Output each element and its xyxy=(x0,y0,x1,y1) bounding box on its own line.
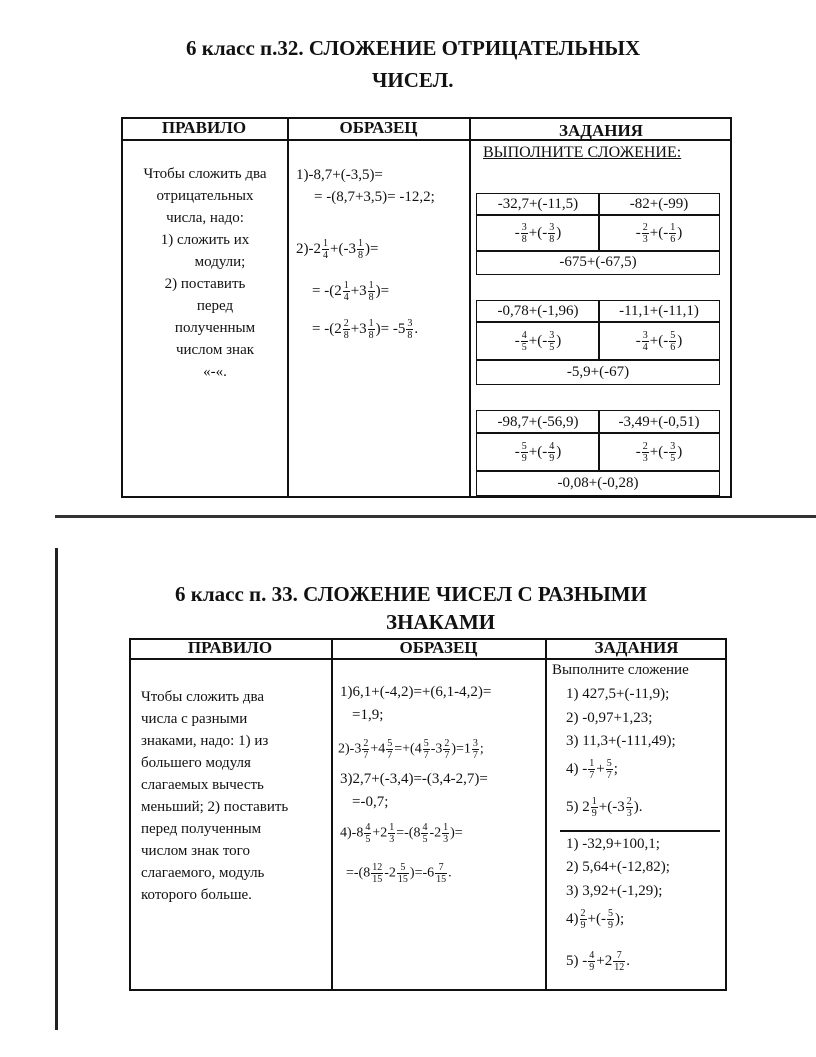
task-cell: -11,1+(-11,1) xyxy=(598,300,720,323)
table2-header-sample: ОБРАЗЕЦ xyxy=(399,638,478,657)
sample2-line6: 4)-8 $\frac{4}{5}$ +2 $\frac{1}{3}$ =-(8 $\frac{4}{5}$ -2 $\frac{1}{3}$ )= xyxy=(340,822,463,845)
rule-line: числа, надо: xyxy=(166,210,244,226)
task-cell: - $\frac{5}{9}$ +(- $\frac{4}{9}$ ) xyxy=(476,432,600,472)
page-separator xyxy=(55,515,816,518)
task-cell: -0,08+(-0,28) xyxy=(476,470,720,496)
rule-line: полученным xyxy=(174,320,256,336)
task-cell: -0,78+(-1,96) xyxy=(476,300,600,323)
rule-line: 1) сложить их xyxy=(160,232,250,248)
rule-line: Чтобы сложить два xyxy=(141,689,265,705)
section1-title-line1: 6 класс п.32. СЛОЖЕНИЕ ОТРИЦАТЕЛЬНЫХ xyxy=(186,36,641,60)
tasks2-item: 1) -32,9+100,1; xyxy=(566,836,660,852)
page-edge xyxy=(55,548,58,1030)
sample2-line1: 1)6,1+(-4,2)=+(6,1-4,2)= xyxy=(340,684,492,700)
task-cell: -82+(-99) xyxy=(598,193,720,216)
rule-line: «-«. xyxy=(203,364,227,380)
table1-header-rule: ПРАВИЛО xyxy=(161,118,247,137)
table2-rule-text xyxy=(141,686,331,906)
sample2-line3: 2)-3 $\frac{2}{7}$ +4 $\frac{5}{7}$ =+(4 $\frac{5}{7}$ -3 $\frac{2}{7}$ )=1 $\frac{3}{7}$ ; xyxy=(338,738,484,761)
rule-line: отрицательных xyxy=(156,188,254,204)
rule-line: числом знак того xyxy=(141,843,250,859)
rule-line: знаками, надо: 1) из xyxy=(141,733,269,749)
tasks2-item: 2) 5,64+(-12,82); xyxy=(566,859,670,875)
table1-header-tasks: ЗАДАНИЯ xyxy=(559,121,643,140)
table1-rule-text xyxy=(122,163,288,383)
section1-title-line2: ЧИСЕЛ. xyxy=(372,68,454,92)
rule-line: перед xyxy=(196,298,234,314)
task-cell: - $\frac{3}{4}$ +(- $\frac{5}{6}$ ) xyxy=(598,321,720,361)
tasks2-divider xyxy=(560,830,720,832)
rule-line: меньший; 2) поставить xyxy=(141,799,289,815)
sample1-line3: 2)-2 $\frac{1}{4}$ +(-3 $\frac{1}{8}$ )= xyxy=(296,238,379,261)
tasks2-item: 2) -0,97+1,23; xyxy=(566,710,653,726)
sample1-line5: = -(2 $\frac{2}{8}$ +3 $\frac{1}{8}$ )= -5 $\frac{3}{8}$ . xyxy=(312,318,419,341)
rule-line: слагаемого, модуль xyxy=(141,865,265,881)
task-cell: -32,7+(-11,5) xyxy=(476,193,600,216)
tasks2-item: 5) - $\frac{4}{9}$ +2 $\frac{7}{12}$ . xyxy=(566,950,630,973)
rule-line: 2) поставить xyxy=(164,276,246,292)
table2-header-rule: ПРАВИЛО xyxy=(187,638,273,657)
task-cell: -5,9+(-67) xyxy=(476,359,720,385)
rule-line: модули; xyxy=(194,254,246,270)
tasks2-item: 4) - $\frac{1}{7}$ + $\frac{5}{7}$ ; xyxy=(566,758,618,781)
rule-line: перед полученным xyxy=(141,821,262,837)
rule-line: числом знак xyxy=(175,342,255,358)
section2-title-line2: ЗНАКАМИ xyxy=(386,610,496,634)
tasks2-item: 5) 2 $\frac{1}{9}$ +(-3 $\frac{2}{3}$ ). xyxy=(566,796,643,819)
rule-line: слагаемых вычесть xyxy=(141,777,264,793)
table2-header-tasks: ЗАДАНИЯ xyxy=(594,638,679,657)
task-cell: - $\frac{2}{3}$ +(- $\frac{3}{5}$ ) xyxy=(598,432,720,472)
rule-line: которого больше. xyxy=(141,887,252,903)
section2-title-line1: 6 класс п. 33. СЛОЖЕНИЕ ЧИСЕЛ С РАЗНЫМИ xyxy=(175,582,647,606)
tasks2-item: 3) 3,92+(-1,29); xyxy=(566,883,663,899)
rule-line: числа с разными xyxy=(141,711,248,727)
rule-line: большего модуля xyxy=(141,755,251,771)
sample2-line5: =-0,7; xyxy=(352,794,389,810)
sample1-line4: = -(2 $\frac{1}{4}$ +3 $\frac{1}{8}$ )= xyxy=(312,280,390,303)
sample2-line7: =-(8 $\frac{12}{15}$ -2 $\frac{5}{15}$ )=-6 $\frac{7}{15}$ . xyxy=(346,862,452,885)
task-cell: - $\frac{2}{3}$ +(- $\frac{1}{6}$ ) xyxy=(598,214,720,252)
sample2-line4: 3)2,7+(-3,4)=-(3,4-2,7)= xyxy=(340,771,488,787)
sample1-line1: 1)-8,7+(-3,5)= xyxy=(296,167,383,183)
table1-header-sample: ОБРАЗЕЦ xyxy=(339,118,418,137)
task-cell: - $\frac{4}{5}$ +(- $\frac{3}{5}$ ) xyxy=(476,321,600,361)
task-cell: -675+(-67,5) xyxy=(476,250,720,275)
rule-line: Чтобы сложить два xyxy=(143,166,267,182)
sample2-line2: =1,9; xyxy=(352,707,384,723)
tasks2-instruction: Выполните сложение xyxy=(552,662,689,678)
sample1-line2: = -(8,7+3,5)= -12,2; xyxy=(314,189,435,205)
tasks2-item: 1) 427,5+(-11,9); xyxy=(566,686,670,702)
task-cell: - $\frac{3}{8}$ +(- $\frac{3}{8}$ ) xyxy=(476,214,600,252)
tasks2-item: 3) 11,3+(-111,49); xyxy=(566,733,676,749)
task-cell: -98,7+(-56,9) xyxy=(476,410,600,434)
tasks2-item: 4) $\frac{2}{9}$ +(- $\frac{5}{9}$ ); xyxy=(566,908,625,931)
task-cell: -3,49+(-0,51) xyxy=(598,410,720,434)
tasks1-instruction: ВЫПОЛНИТЕ СЛОЖЕНИЕ: xyxy=(483,144,682,161)
